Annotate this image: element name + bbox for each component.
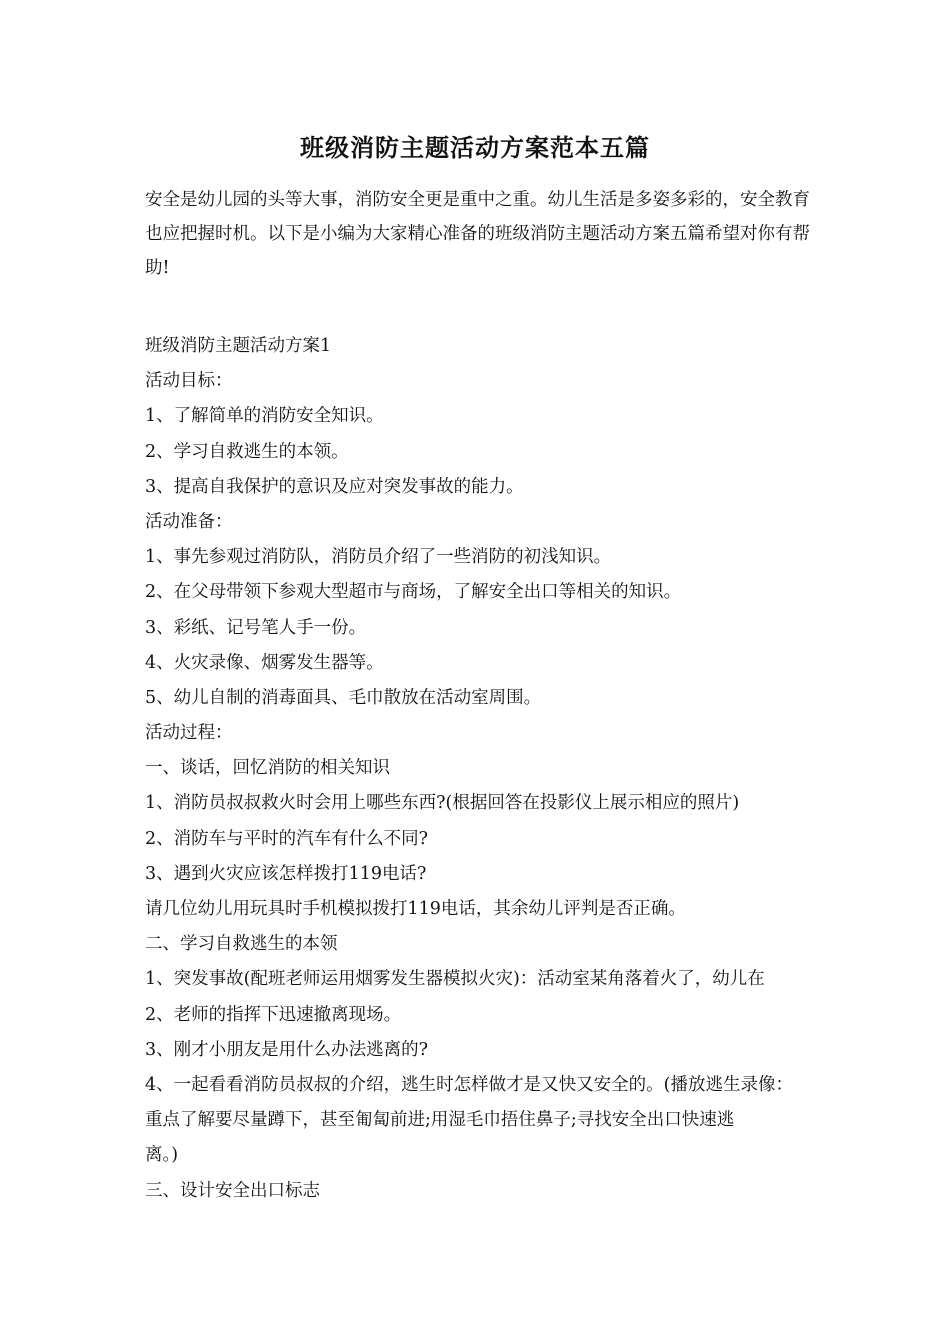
text-line: 请几位幼儿用玩具时手机模拟拨打119电话，其余幼儿评判是否正确。	[145, 899, 686, 919]
text-line: 活动目标：	[145, 371, 233, 392]
text-line: 3、遇到火灾应该怎样拨打119电话?	[145, 863, 427, 884]
text-line: 2、老师的指挥下迅速撤离现场。	[145, 1004, 402, 1025]
text-line: 二、学习自救逃生的本领	[145, 934, 338, 955]
text-line: 3、刚才小朋友是用什么办法逃离的?	[145, 1039, 429, 1060]
text-line: 活动准备：	[145, 511, 233, 532]
text-line: 1、事先参观过消防队，消防员介绍了一些消防的初浅知识。	[145, 547, 612, 568]
text-line: 4、火灾录像、烟雾发生器等。	[145, 652, 384, 673]
text-line: 5、幼儿自制的消毒面具、毛巾散放在活动室周围。	[145, 687, 542, 708]
text-line: 重点了解要尽量蹲下，甚至匍匐前进;用湿毛巾捂住鼻子;寻找安全出口快速逃	[145, 1110, 735, 1131]
section-heading: 班级消防主题活动方案1	[145, 336, 332, 356]
text-line: 2、学习自救逃生的本领。	[145, 441, 349, 462]
text-line: 3、彩纸、记号笔人手一份。	[145, 617, 367, 638]
text-line: 2、消防车与平时的汽车有什么不同?	[145, 828, 429, 849]
text-line: 1、突发事故(配班老师运用烟雾发生器模拟火灾)：活动室某角落着火了，幼儿在	[145, 969, 765, 990]
text-line: 1、了解简单的消防安全知识。	[145, 406, 384, 427]
document-title: 班级消防主题活动方案范本五篇	[300, 133, 650, 162]
text-line: 3、提高自我保护的意识及应对突发事故的能力。	[145, 476, 524, 497]
text-line: 活动过程：	[145, 723, 233, 744]
text-line: 一、谈话，回忆消防的相关知识	[145, 758, 390, 779]
text-line: 离。)	[145, 1145, 179, 1166]
intro-paragraph: 安全是幼儿园的头等大事，消防安全更是重中之重。幼儿生活是多姿多彩的，安全教育也应把握时机。以下是小编为大家精心准备的班级消防主题活动方案五篇希望对你有帮助!	[145, 190, 810, 278]
text-line: 三、设计安全出口标志	[145, 1180, 320, 1201]
text-line: 2、在父母带领下参观大型超市与商场，了解安全出口等相关的知识。	[145, 582, 682, 603]
text-line: 1、消防员叔叔救火时会用上哪些东西?(根据回答在投影仪上展示相应的照片)	[145, 793, 740, 814]
text-line: 4、一起看看消防员叔叔的介绍，逃生时怎样做才是又快又安全的。(播放逃生录像：	[145, 1074, 793, 1095]
document-body	[145, 329, 825, 1209]
